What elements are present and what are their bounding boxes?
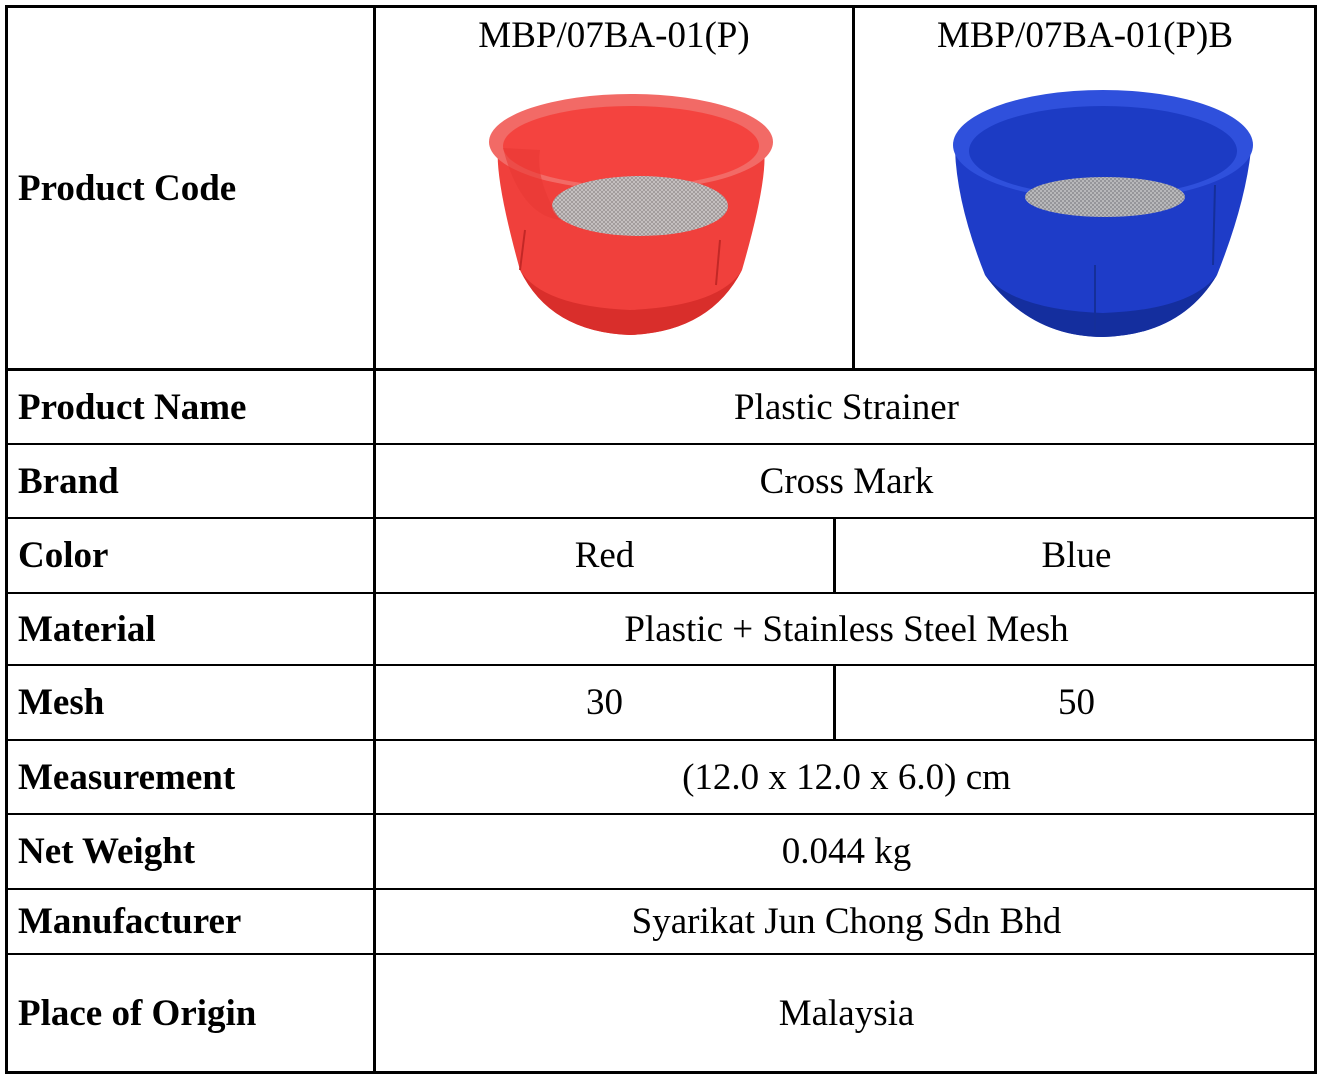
net-weight-value: 0.044 kg bbox=[781, 831, 912, 872]
measurement-value: (12.0 x 12.0 x 6.0) cm bbox=[682, 756, 1011, 798]
product-code-label: Product Code bbox=[18, 167, 237, 209]
product-code-red: MBP/07BA-01(P) bbox=[478, 15, 750, 56]
mesh-value-blue: 50 bbox=[1058, 682, 1095, 723]
column-divider bbox=[852, 5, 855, 370]
brand-label: Brand bbox=[18, 460, 119, 502]
product-name-label: Product Name bbox=[18, 386, 247, 428]
manufacturer-label: Manufacturer bbox=[18, 901, 242, 942]
mesh-label: Mesh bbox=[18, 682, 105, 723]
color-value-red: Red bbox=[574, 535, 635, 576]
blue-plastic-strainer-icon bbox=[945, 65, 1260, 345]
brand-value: Cross Mark bbox=[759, 460, 934, 502]
material-label: Material bbox=[18, 608, 156, 650]
red-plastic-strainer-icon bbox=[480, 70, 780, 345]
measurement-label: Measurement bbox=[18, 756, 236, 798]
product-code-blue: MBP/07BA-01(P)B bbox=[936, 15, 1234, 56]
color-label: Color bbox=[18, 535, 109, 576]
mesh-value-red: 30 bbox=[586, 682, 623, 723]
material-value: Plastic + Stainless Steel Mesh bbox=[624, 608, 1069, 650]
color-value-blue: Blue bbox=[1041, 535, 1112, 576]
place-of-origin-label: Place of Origin bbox=[18, 992, 257, 1034]
place-of-origin-value: Malaysia bbox=[778, 992, 915, 1034]
manufacturer-value: Syarikat Jun Chong Sdn Bhd bbox=[631, 901, 1062, 942]
product-name-value: Plastic Strainer bbox=[733, 386, 960, 428]
net-weight-label: Net Weight bbox=[18, 831, 196, 872]
